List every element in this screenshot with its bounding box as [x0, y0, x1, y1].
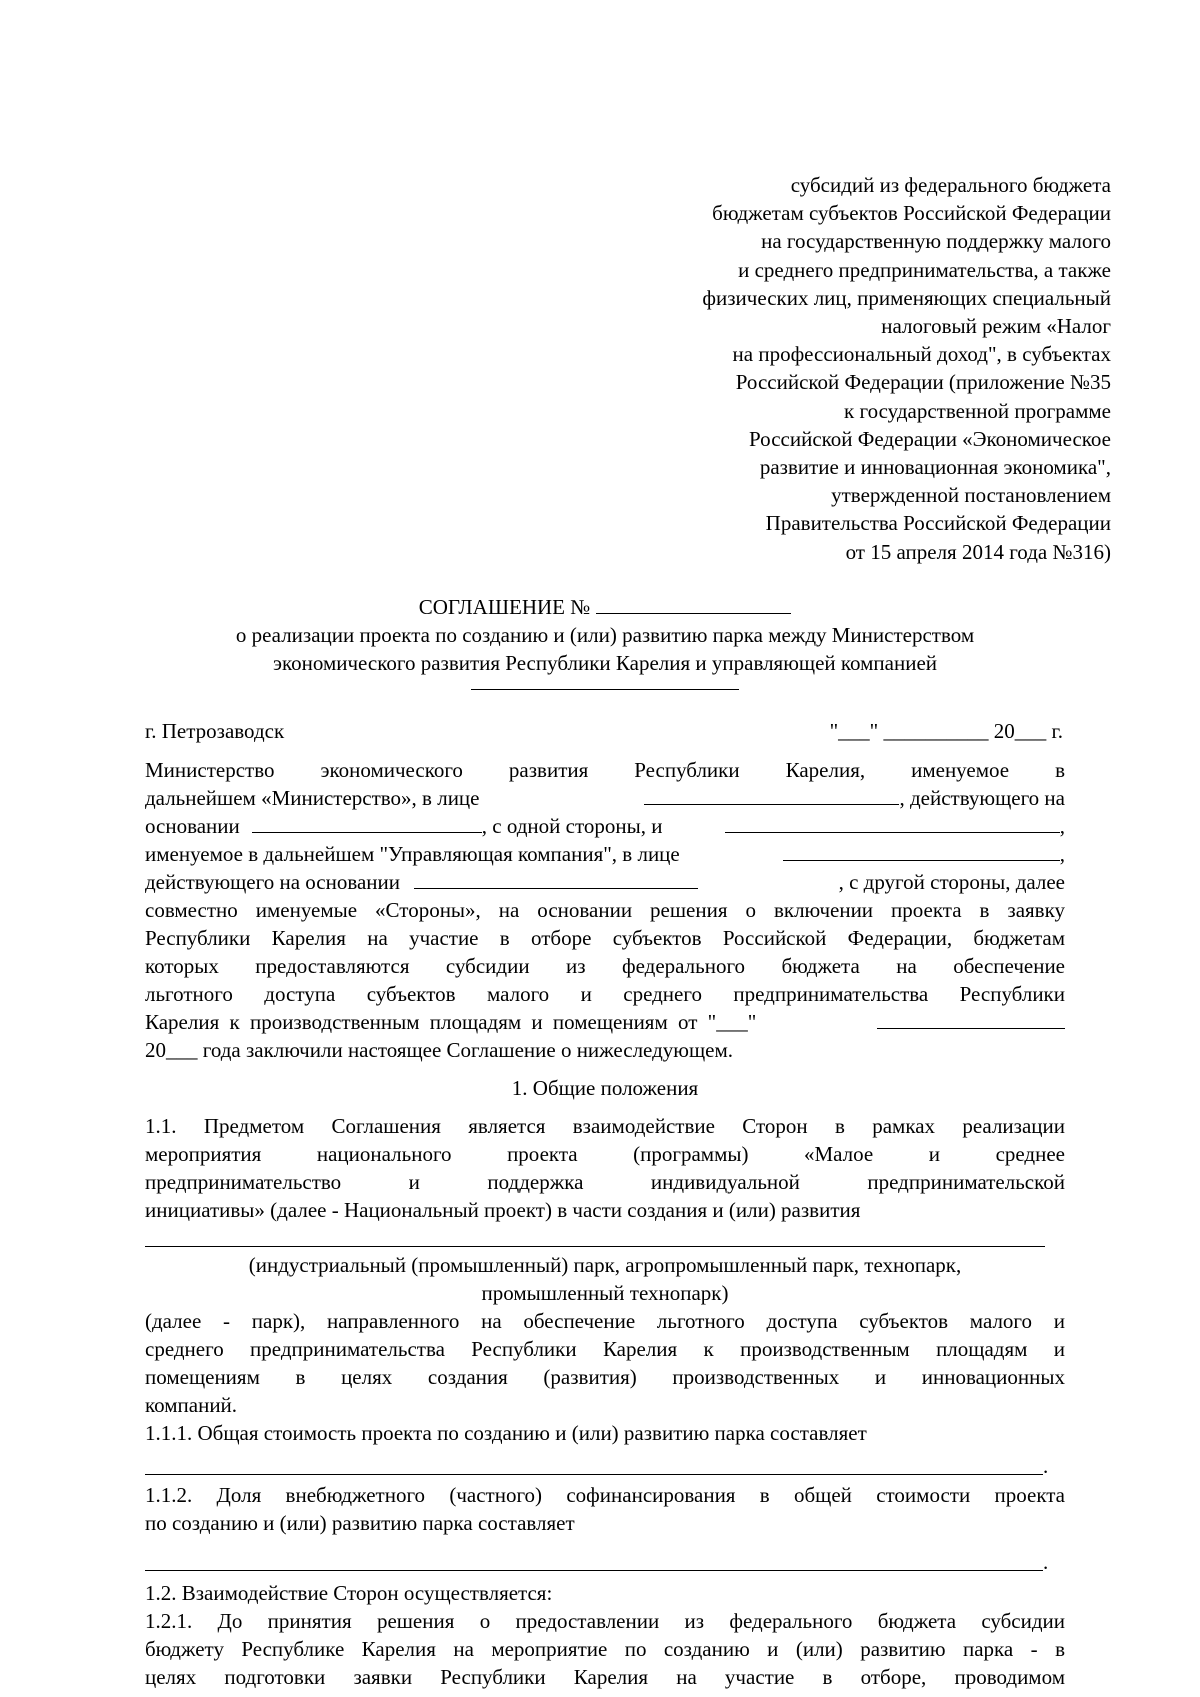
clause-1-2-1-line: целях подготовки заявки Республики Карелия на участие в отборе, проводимом: [145, 1665, 1065, 1689]
header-line: бюджетам субъектов Российской Федерации: [712, 201, 1111, 226]
section-1: [145, 1074, 1065, 1691]
clause-1-2-1-line: бюджету Республике Карелия на мероприятие по созданию и (или) развитию парка - в: [145, 1637, 1065, 1661]
header-line: к государственной программе: [844, 398, 1111, 423]
clause-1-1-line: предпринимательство и поддержка индивидуальной предпринимательской: [145, 1170, 1065, 1194]
private-share-blank[interactable]: [145, 1570, 1043, 1571]
appendix-reference-block: [591, 171, 1111, 566]
header-line: Российской Федерации «Экономическое: [749, 426, 1111, 451]
agreement-subtitle-line: о реализации проекта по созданию и (или) развитию парка между Министерством: [235, 623, 975, 647]
park-type-blank[interactable]: [145, 1246, 1045, 1247]
clause-1-1-2-line: 1.1.2. Доля внебюджетного (частного) софинансирования в общей стоимости проекта: [145, 1483, 1065, 1507]
clause-1-2: 1.2. Взаимодействие Сторон осуществляется:: [145, 1581, 553, 1605]
ministry-representative-blank[interactable]: [644, 784, 899, 805]
clause-1-1-line: среднего предпринимательства Республики Карелия к производственным площадям и: [145, 1337, 1065, 1361]
header-line: и среднего предпринимательства, а также: [738, 257, 1111, 282]
company-representative-blank[interactable]: [783, 840, 1060, 861]
clause-1-1-line: помещениям в целях создания (развития) производственных и инновационных: [145, 1365, 1065, 1389]
intro-line: действующего на основании , с другой стороны, далее: [145, 870, 1065, 894]
intro-line: совместно именуемые «Стороны», на основании решения о включении проекта в заявку: [145, 898, 1065, 922]
agreement-heading-text: СОГЛАШЕНИЕ №: [418, 595, 591, 619]
header-line: на государственную поддержку малого: [761, 229, 1111, 254]
header-line: от 15 апреля 2014 года №316): [845, 539, 1111, 564]
clause-1-1-line: (далее - парк), направленного на обеспечение льготного доступа субъектов малого и: [145, 1309, 1065, 1333]
intro-line: дальнейшем «Министерство», в лице , действующего на: [145, 786, 1065, 810]
company-name-field[interactable]: [725, 812, 1060, 833]
clause-1-1-1: 1.1.1. Общая стоимость проекта по созданию и (или) развитию парка составляет: [145, 1421, 867, 1445]
header-line: Правительства Российской Федерации: [765, 511, 1111, 536]
place-date-row: [145, 717, 1065, 745]
clause-1-1-line: мероприятия национального проекта (программы) «Малое и среднее: [145, 1142, 1065, 1166]
clause-1-1-line: компаний.: [145, 1393, 238, 1417]
ministry-basis-blank[interactable]: [252, 812, 482, 833]
header-line: физических лиц, применяющих специальный: [702, 285, 1111, 310]
header-line: на профессиональный доход", в субъектах: [732, 342, 1111, 367]
date-field[interactable]: "___" __________ 20___ г.: [829, 719, 1063, 743]
decision-date-blank[interactable]: [877, 1008, 1065, 1029]
park-type-note: (индустриальный (промышленный) парк, агропромышленный парк, технопарк,: [248, 1253, 962, 1277]
agreement-subtitle-line: экономического развития Республики Карелия и управляющей компанией: [272, 651, 938, 675]
header-line: субсидий из федерального бюджета: [790, 173, 1111, 197]
intro-line: именуемое в дальнейшем "Управляющая компания", в лице ,: [145, 842, 1065, 866]
clause-1-1-2-line: по созданию и (или) развитию парка составляет: [145, 1511, 575, 1535]
agreement-number-blank[interactable]: [596, 591, 791, 614]
clause-1-1-line: 1.1. Предметом Соглашения является взаимодействие Сторон в рамках реализации: [145, 1114, 1065, 1138]
intro-line: которых предоставляются субсидии из федерального бюджета на обеспечение: [145, 954, 1065, 978]
clause-1-2-1-line: 1.2.1. До принятия решения о предоставлении из федерального бюджета субсидии: [145, 1609, 1065, 1633]
intro-line: основании , с одной стороны, и ,: [145, 814, 1065, 838]
park-type-note: промышленный технопарк): [481, 1281, 729, 1305]
total-cost-blank[interactable]: [145, 1474, 1043, 1475]
intro-line: льготного доступа субъектов малого и среднего предпринимательства Республики: [145, 982, 1065, 1006]
intro-line: Республики Карелия на участие в отборе субъектов Российской Федерации, бюджетам: [145, 926, 1065, 950]
intro-paragraph: [145, 756, 1065, 1064]
intro-line: Карелия к производственным площадям и помещениям от "___": [145, 1008, 1065, 1036]
clause-1-1-line: инициативы» (далее - Национальный проект) в части создания и (или) развития: [145, 1198, 861, 1222]
section-title: 1. Общие положения: [511, 1076, 699, 1100]
company-basis-blank[interactable]: [414, 868, 698, 889]
private-share-row: .: [145, 1543, 1065, 1571]
header-line: Российской Федерации (приложение №35: [735, 370, 1111, 395]
header-line: развитие и инновационная экономика",: [759, 455, 1111, 480]
city-label: г. Петрозаводск: [145, 719, 285, 743]
intro-line: Министерство экономического развития Республики Карелия, именуемое в: [145, 758, 1065, 782]
intro-line: 20___ года заключили настоящее Соглашение о нижеследующем.: [145, 1038, 733, 1062]
agreement-heading: [145, 591, 1065, 621]
company-name-blank[interactable]: [471, 689, 739, 690]
agreement-title-block: [145, 591, 1065, 690]
total-cost-row: .: [145, 1453, 1065, 1475]
header-line: налоговый режим «Налог: [881, 314, 1111, 339]
header-line: утвержденной постановлением: [831, 483, 1111, 508]
